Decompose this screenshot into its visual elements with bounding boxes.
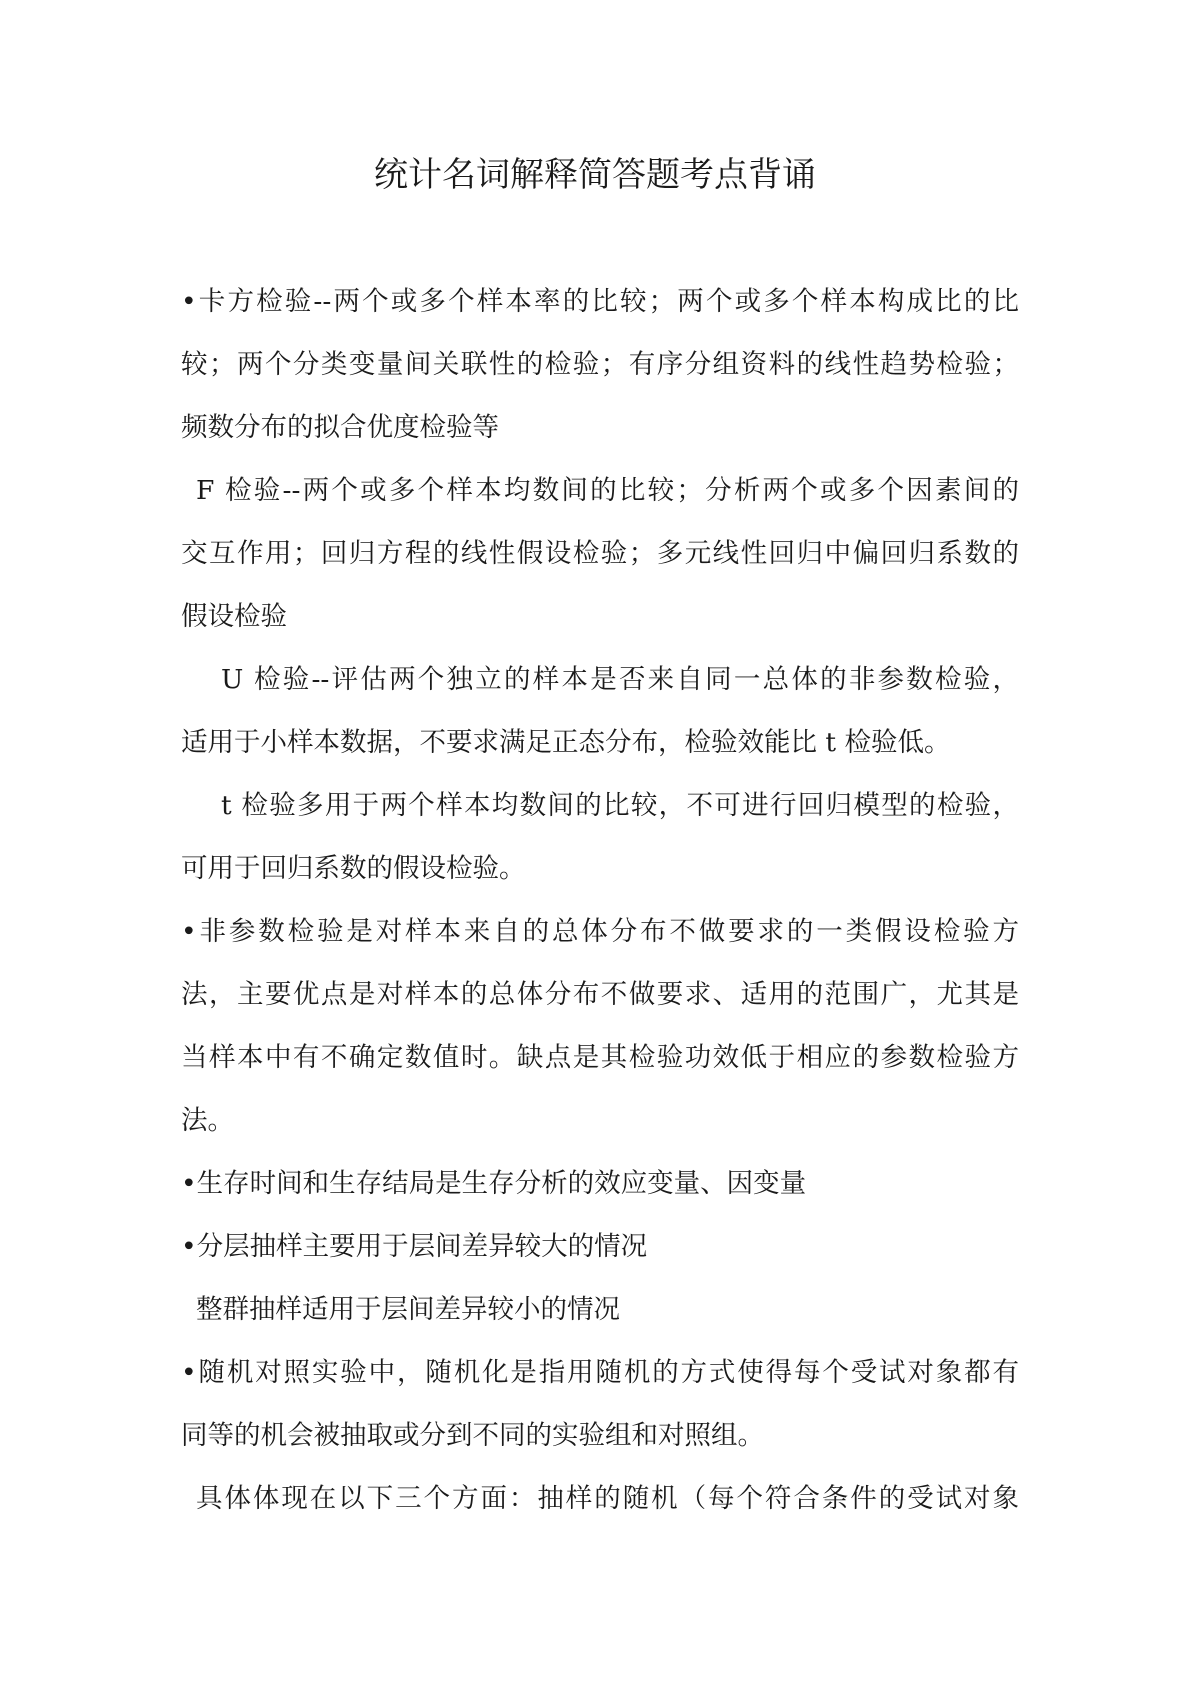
text-line: •生存时间和生存结局是生存分析的效应变量、因变量 xyxy=(181,1168,807,1199)
text-line: 频数分布的拟合优度检验等 xyxy=(181,412,499,443)
document-body xyxy=(181,270,1019,1530)
text-line: •卡方检验--两个或多个样本率的比较；两个或多个样本构成比的比 xyxy=(181,286,1019,317)
text-line: t 检验多用于两个样本均数间的比较，不可进行回归模型的检验， xyxy=(221,790,1019,821)
text-line: •非参数检验是对样本来自的总体分布不做要求的一类假设检验方 xyxy=(181,916,1019,947)
text-line: 同等的机会被抽取或分到不同的实验组和对照组。 xyxy=(181,1420,764,1451)
text-line: 较；两个分类变量间关联性的检验；有序分组资料的线性趋势检验； xyxy=(181,349,1019,380)
text-line: 法，主要优点是对样本的总体分布不做要求、适用的范围广，尤其是 xyxy=(181,979,1019,1010)
text-line: 交互作用；回归方程的线性假设检验；多元线性回归中偏回归系数的 xyxy=(181,538,1019,569)
text-line: 当样本中有不确定数值时。缺点是其检验功效低于相应的参数检验方 xyxy=(181,1042,1019,1073)
text-line: 具体体现在以下三个方面：抽样的随机（每个符合条件的受试对象 xyxy=(196,1483,1019,1514)
text-line: 适用于小样本数据，不要求满足正态分布，检验效能比 t 检验低。 xyxy=(181,727,951,758)
page-title: 统计名词解释简答题考点背诵 xyxy=(374,155,816,195)
text-line: 可用于回归系数的假设检验。 xyxy=(181,853,526,884)
text-line: U 检验--评估两个独立的样本是否来自同一总体的非参数检验， xyxy=(221,664,1019,695)
text-line: F 检验--两个或多个样本均数间的比较；分析两个或多个因素间的 xyxy=(196,475,1019,506)
text-line: 整群抽样适用于层间差异较小的情况 xyxy=(196,1294,620,1325)
text-line: 法。 xyxy=(181,1105,234,1136)
text-line: •随机对照实验中，随机化是指用随机的方式使得每个受试对象都有 xyxy=(181,1357,1019,1388)
text-line: •分层抽样主要用于层间差异较大的情况 xyxy=(181,1231,648,1262)
text-line: 假设检验 xyxy=(181,601,287,632)
